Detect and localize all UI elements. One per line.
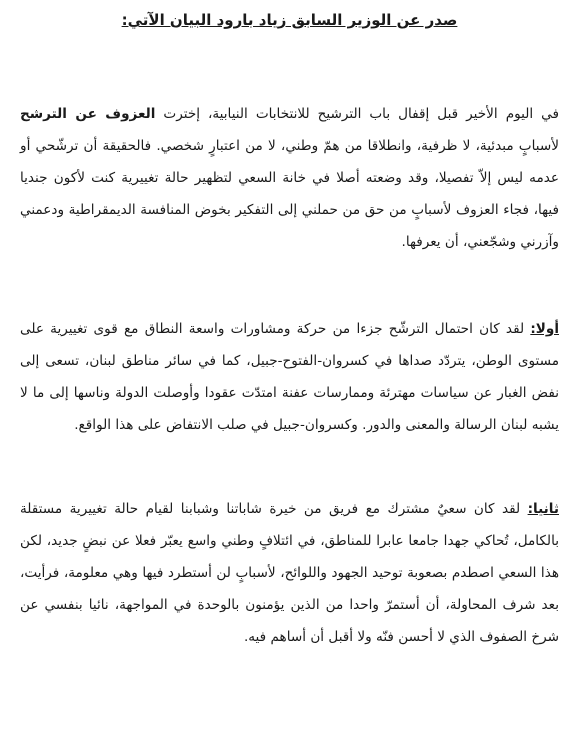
paragraph-first-label: أولا: bbox=[530, 321, 559, 337]
paragraph-second-text: لقد كان سعيٌ مشترك مع فريق من خيرة شاباتنا وشبابنا لقيام حالة تغييرية مستقلة بالكامل، تُحاكي جهدا جامعا عابرا للمناطق، في ائتلافٍ وطني واسع يعبّر فعلا عن نبضٍ جديد، لكن هذا السعي اصطدم بصعوبة توحيد الجهود واللوائح، لأسبابٍ لن أستطرد فيها وهي معلومة، فرأيت، بعد شرف المحاولة، أن أستمرّ واحدا من الذين يؤمنون بالوحدة في المواجهة، نائيا بنفسي عن شرخ الصفوف الذي لا أحسن فنّه ولا أقبل أن أساهم فيه. bbox=[20, 501, 559, 645]
paragraph-first bbox=[20, 313, 559, 441]
paragraph-second-label: ثانيا: bbox=[527, 501, 559, 517]
paragraph-second bbox=[20, 493, 559, 653]
intro-text-start: في اليوم الأخير قبل إقفال باب الترشيح للانتخابات النيابية، إخترت bbox=[155, 106, 559, 122]
statement-title: صدر عن الوزير السابق زياد بارود البيان الآتي: bbox=[121, 11, 458, 29]
paragraph-first-text: لقد كان احتمال الترشّح جزءا من حركة ومشاورات واسعة النطاق مع قوى تغييرية على مستوى الوطن، يتردّد صداها في كسروان-الفتوح-جبيل، كما في سائر مناطق لبنان، تسعى إلى نفض الغبار عن سياسات مهترئة وممارسات عفنة امتدّت عقودا وأوصلت الدولة وناسها إلى ما لا يشبه لبنان الرسالة والمعنى والدور. وكسروان-جبيل في صلب الانتفاض على هذا الواقع. bbox=[20, 321, 559, 433]
intro-text-end: لأسبابٍ مبدئية، لا ظرفية، وانطلاقا من همّ وطني، لا من اعتبارٍ شخصي. فالحقيقة أن ترشّحي أو عدمه ليس إلاّ تفصيلا، وقد وضعته أصلا في خانة السعي لتظهير حالة تغييرية كنت لأكون جنديا فيها، فجاء العزوف لأسبابٍ من حق من حملني إلى التفكير بخوض المنافسة الديمقراطية ودعمني وآزرني وشجّعني، أن يعرفها. bbox=[20, 138, 559, 250]
paragraph-intro bbox=[20, 98, 559, 258]
intro-emphasis: العزوف عن الترشح bbox=[20, 106, 156, 122]
